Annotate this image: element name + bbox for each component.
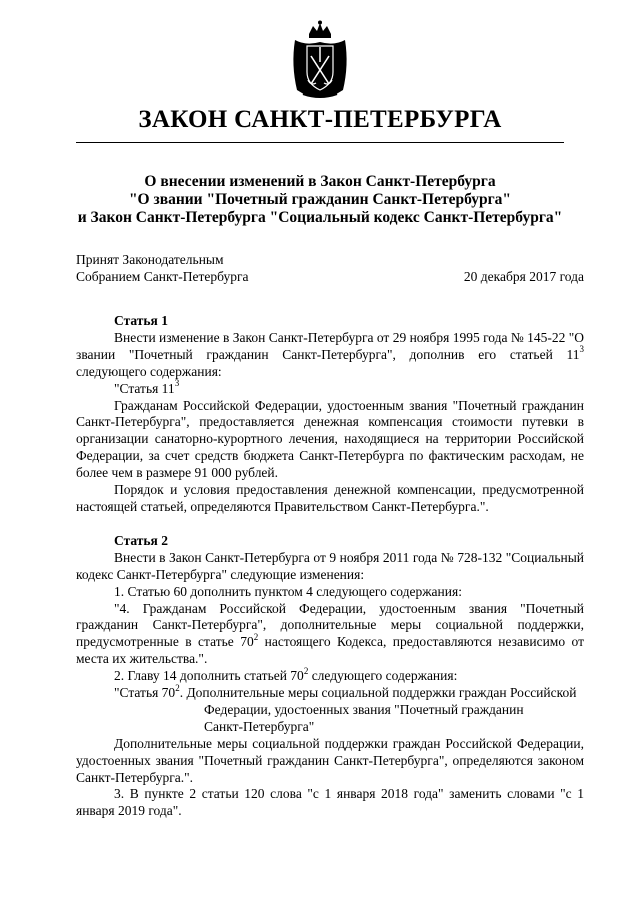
article-2-paragraph: 3. В пункте 2 статьи 120 слова "с 1 января 2018 года" заменить словами "с 1 января 2019 года".	[76, 786, 584, 819]
subtitle-line: О внесении изменений в Закон Санкт-Петербурга	[144, 173, 496, 190]
adopted-line: Собранием Санкт-Петербурга	[76, 269, 249, 284]
article-1-paragraph: Порядок и условия предоставления денежной компенсации, предусмотренной настоящей статьей, определяются Правительством Санкт-Петербурга.".	[76, 482, 584, 514]
law-body	[76, 313, 584, 820]
article-1-paragraph: Внести изменение в Закон Санкт-Петербурга от 29 ноября 1995 года № 145-22 "О звании "Почетный гражданин Санкт-Петербурга", дополнив его статьей $11^3$ следующего содержания:	[76, 329, 585, 379]
law-subtitle	[60, 173, 580, 227]
article-2-paragraph: 1. Статью 60 дополнить пунктом 4 следующего содержания:	[114, 583, 462, 599]
adopted-by	[76, 251, 249, 285]
article-2-paragraph: 2. Главу 14 дополнить статьей $70^2$ следующего содержания:	[114, 665, 458, 684]
subtitle-line: "О звании "Почетный гражданин Санкт-Петербурга"	[128, 191, 512, 208]
article-1-paragraph: Гражданам Российской Федерации, удостоенным звания "Почетный гражданин Санкт-Петербурга", предоставляется денежная компенсация стоимости путевки в организации санаторно-курортного лечения, находящиеся на территории Российской Федерации, за счет средств бюджета Санкт-Петербурга по фактическим расходам, не более чем в размере 91 000 рублей.	[76, 397, 584, 481]
adopted-line: Принят Законодательным	[76, 252, 224, 267]
article-2-paragraph: "4. Гражданам Российской Федерации, удостоенным звания "Почетный гражданин Санкт-Петербурга", дополнительные меры социальной поддержки, предусмотренные в статье $70^2$ настоящего Кодекса, предоставляются независимо от места их жительства.".	[76, 600, 584, 667]
adoption-date: 20 декабря 2017 года	[463, 269, 584, 284]
st-petersburg-coat-of-arms-icon	[289, 20, 351, 100]
article-2-paragraph: Внести в Закон Санкт-Петербурга от 9 ноября 2011 года № 728-132 "Социальный кодекс Санкт-Петербурга" следующие изменения:	[76, 549, 584, 582]
quoted-article-title: "Статья $11^3$	[114, 378, 180, 396]
quoted-article-title-cont: Санкт-Петербурга"	[204, 718, 315, 734]
subtitle-line: и Закон Санкт-Петербурга "Социальный кодекс Санкт-Петербурга"	[77, 209, 563, 226]
quoted-article-title: "Статья $70^2$. Дополнительные меры социальной поддержки граждан Российской	[114, 682, 577, 701]
coat-of-arms	[289, 20, 351, 100]
title-divider	[76, 142, 564, 143]
article-1-title: Статья 1	[114, 313, 168, 328]
article-2-title: Статья 2	[114, 532, 168, 548]
law-title: ЗАКОН САНКТ-ПЕТЕРБУРГА	[138, 106, 502, 133]
article-2-paragraph: Дополнительные меры социальной поддержки граждан Российской Федерации, удостоенных звания "Почетный гражданин Санкт-Петербурга", определяются законом Санкт-Петербурга.".	[76, 735, 584, 785]
quoted-article-title-cont: Федерации, удостоенных звания "Почетный гражданин	[204, 701, 524, 717]
spacer	[76, 516, 584, 533]
